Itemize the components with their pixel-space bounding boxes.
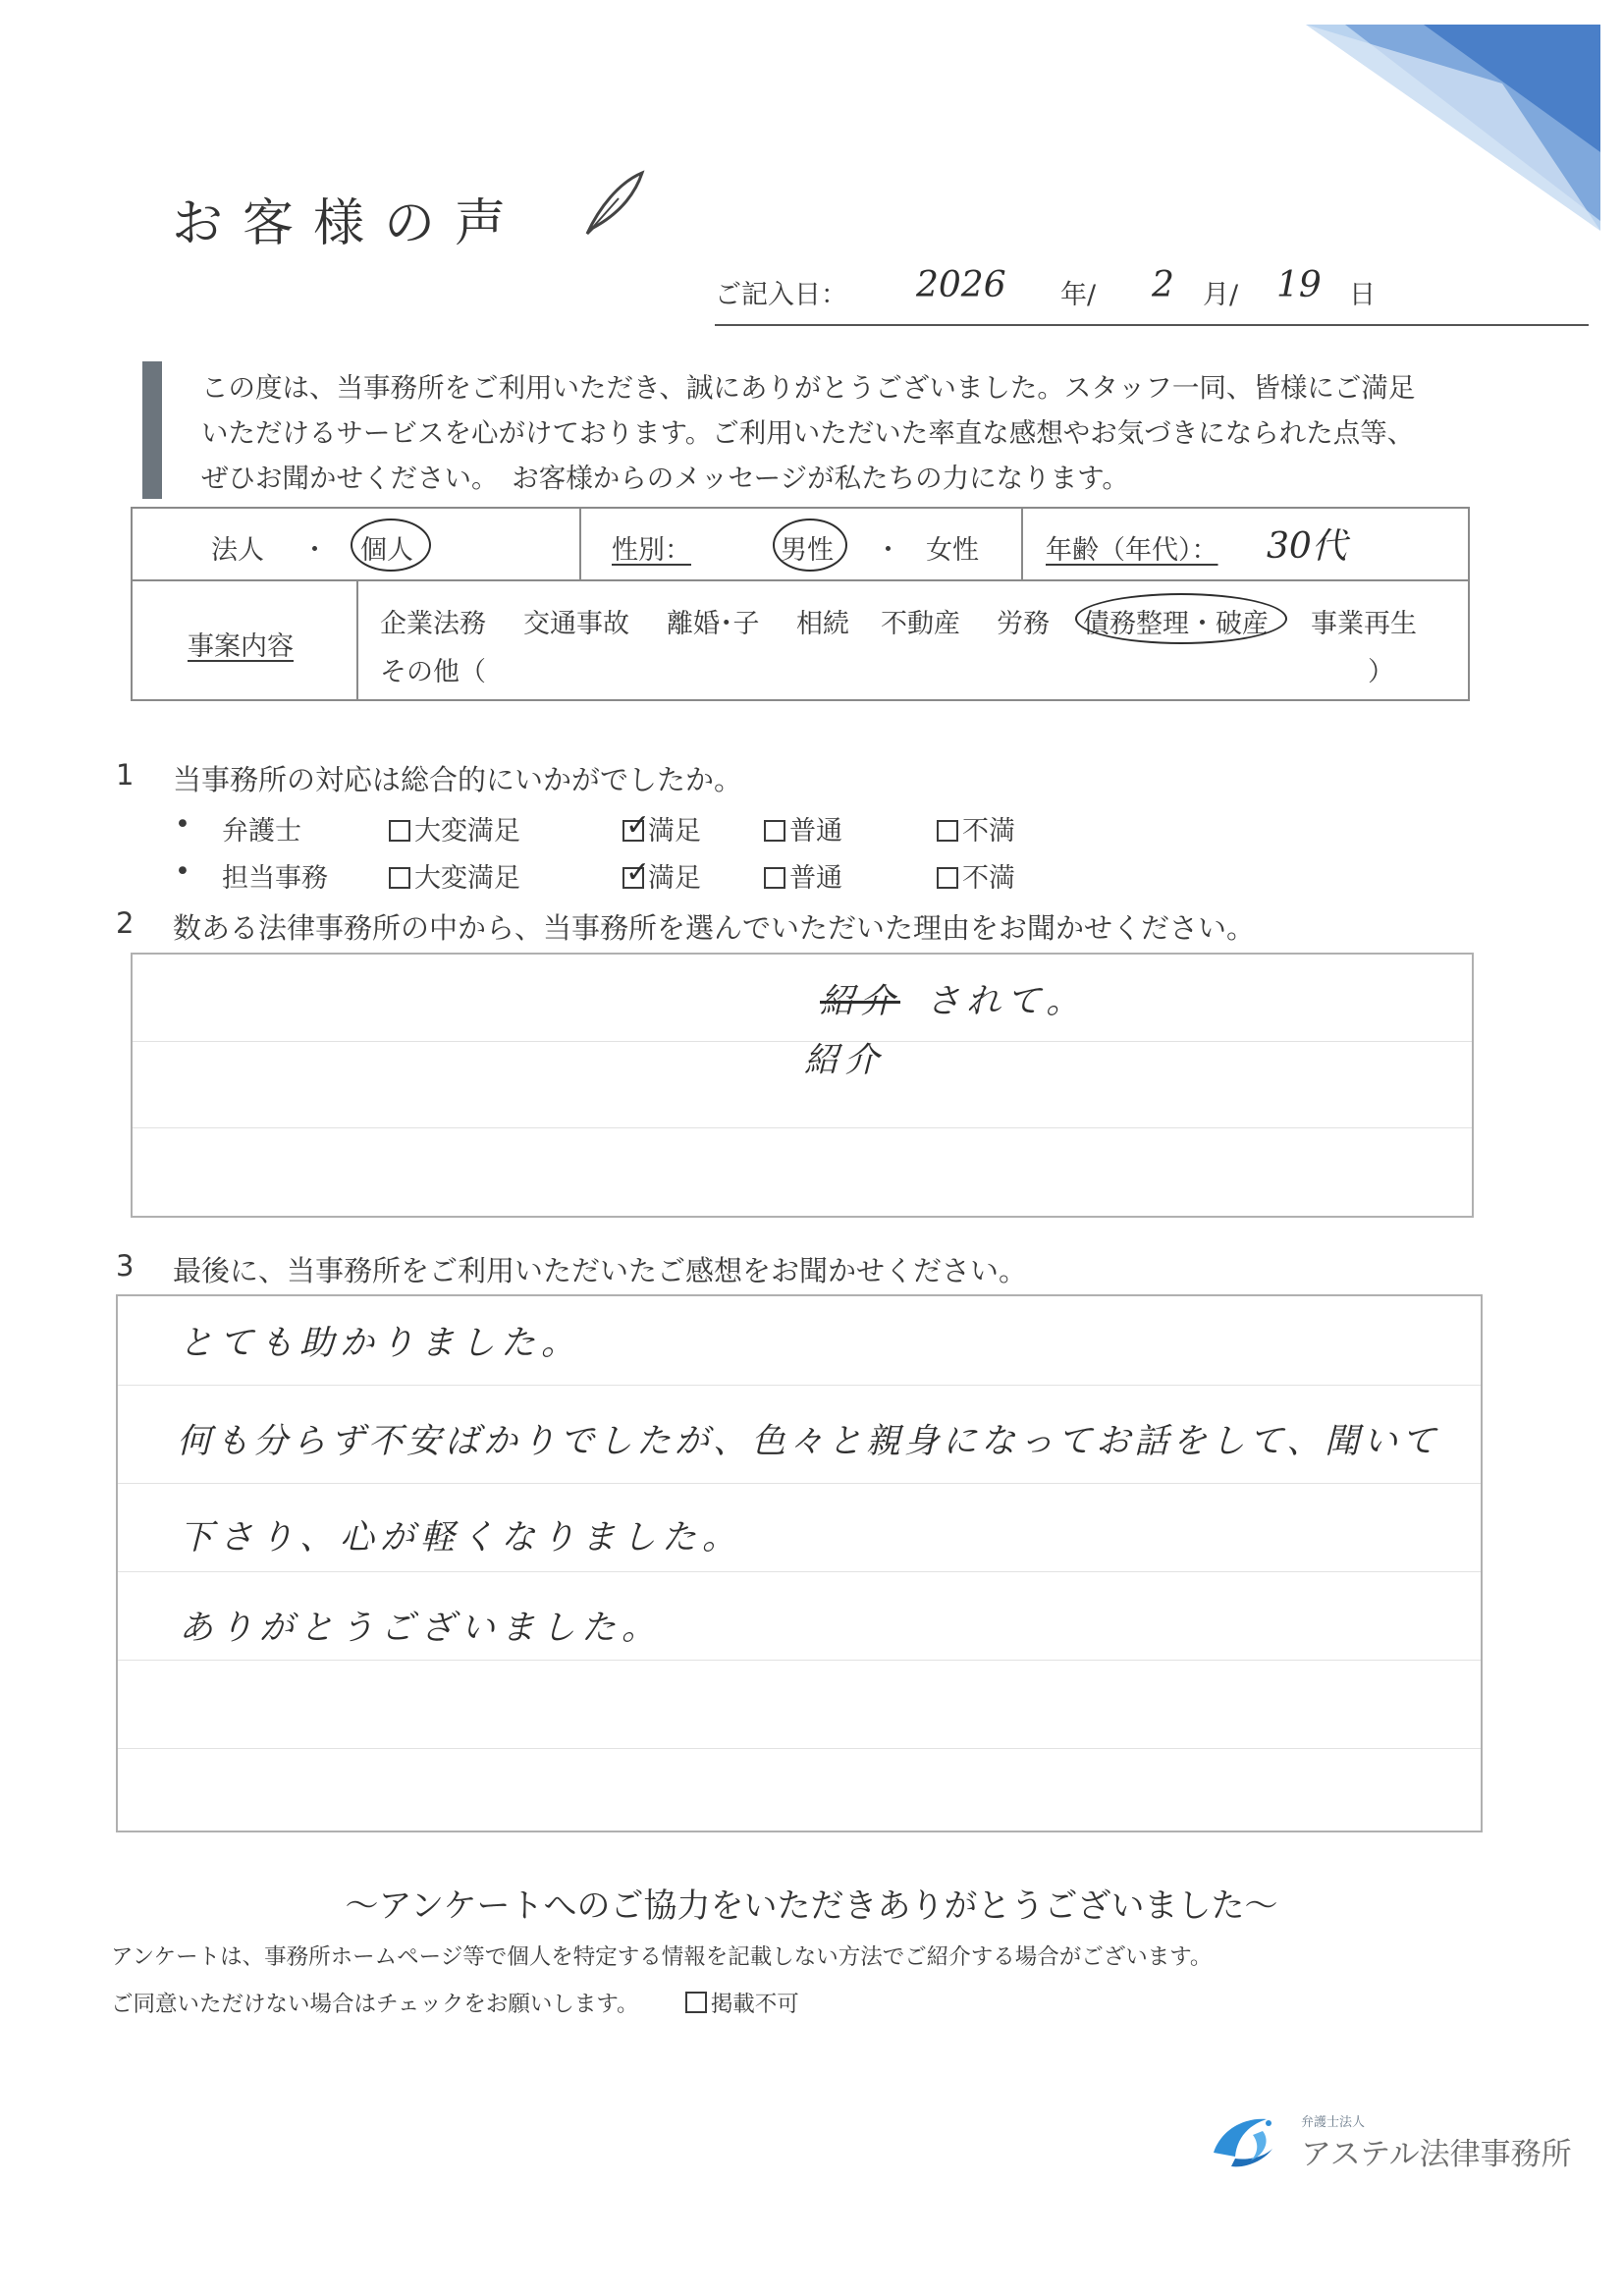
- q1-lawyer-average[interactable]: 普通: [764, 809, 842, 847]
- no-publish-option[interactable]: [685, 1992, 799, 2017]
- q2-struck-word: 紹介: [820, 982, 901, 1021]
- thanks-message: ～アンケートへのご協力をいただきありがとうございました～: [345, 1886, 1278, 1926]
- date-label: ご記入日：: [715, 280, 847, 310]
- consent-note: [111, 1987, 799, 2018]
- case-corporate[interactable]: 企業法務: [380, 609, 486, 639]
- date-month-unit: 月/: [1203, 280, 1239, 310]
- q1-staff-average[interactable]: 普通: [764, 856, 842, 895]
- gender-label: 性別：: [612, 535, 691, 566]
- intro-line: この度は、当事務所をご利用いただき、誠にありがとうございました。スタッフ一同、皆様にご満足: [201, 372, 1416, 404]
- q2-answer-text: されて。: [926, 982, 1087, 1021]
- date-year: 2026: [916, 265, 1006, 305]
- bullet: •: [175, 809, 190, 840]
- publication-note: アンケートは、事務所ホームページ等で個人を特定する情報を記載しない方法でご紹介する場合がございます。: [111, 1944, 1213, 1970]
- checkbox[interactable]: [764, 820, 785, 842]
- q3-answer-box[interactable]: [116, 1294, 1483, 1832]
- case-other-label: その他（: [380, 657, 486, 687]
- individual-circle-mark: [351, 519, 431, 572]
- q1-row-staff-label: 担当事務: [222, 863, 328, 894]
- corp-option[interactable]: 法人: [211, 535, 264, 566]
- q3-number: 3: [116, 1249, 135, 1283]
- q1-number: 1: [116, 758, 135, 792]
- age-value: 30代: [1267, 526, 1347, 567]
- intro-text: [201, 365, 1537, 501]
- feather-icon: [579, 169, 648, 238]
- q2-text: 数ある法律事務所の中から、当事務所を選んでいただいた理由をお聞かせください。: [173, 911, 1256, 945]
- case-label: 事案内容: [188, 631, 294, 662]
- case-circle-mark: [1075, 593, 1287, 644]
- checkbox[interactable]: [685, 1992, 707, 2013]
- q1-text: 当事務所の対応は総合的にいかがでしたか。: [173, 763, 743, 796]
- corner-decoration: [1306, 25, 1600, 231]
- consent-note-text: ご同意いただけない場合はチェックをお願いします。: [111, 1992, 639, 2017]
- checkbox[interactable]: [389, 867, 410, 889]
- individual-option[interactable]: 個人: [360, 535, 413, 566]
- case-inheritance[interactable]: 相続: [796, 609, 849, 639]
- separator-dot: ・: [875, 535, 901, 566]
- q2-answer-box[interactable]: [131, 953, 1474, 1218]
- separator-dot: ・: [301, 535, 328, 566]
- intro-line: いただけるサービスを心がけております。ご利用いただいた率直な感想やお気づきになられた点等、: [201, 417, 1415, 449]
- male-circle-mark: [773, 519, 847, 572]
- date-day-unit: 日: [1349, 280, 1376, 310]
- page-title: お客様の声: [172, 194, 526, 253]
- case-real-estate[interactable]: 不動産: [881, 609, 960, 639]
- case-debt-bankruptcy[interactable]: 債務整理・破産: [1083, 609, 1269, 639]
- age-label: 年齢（年代）：: [1046, 535, 1218, 566]
- q1-staff-very-satisfied[interactable]: 大変満足: [389, 856, 520, 895]
- date-month: 2: [1152, 265, 1174, 305]
- male-option[interactable]: 男性: [781, 535, 834, 566]
- q2-number: 2: [116, 906, 135, 940]
- q3-answer-line: 下さり、心が軽くなりました。: [179, 1518, 743, 1558]
- checkbox-checked[interactable]: [622, 820, 644, 842]
- checkbox-checked[interactable]: [622, 867, 644, 889]
- case-labor[interactable]: 労務: [997, 609, 1050, 639]
- firm-logo-icon: [1210, 2109, 1294, 2172]
- logo-name: アステル法律事務所: [1301, 2137, 1572, 2172]
- logo-subtitle: 弁護士法人: [1301, 2115, 1366, 2130]
- q3-answer-line: 何も分らず不安ばかりでしたが、色々と親身になってお話をして、聞いて: [177, 1422, 1440, 1461]
- q1-lawyer-dissatisfied[interactable]: 不満: [937, 809, 1015, 847]
- q2-answer-correction: 紹介: [804, 1041, 886, 1080]
- q3-text: 最後に、当事務所をご利用いただいたご感想をお聞かせください。: [173, 1254, 1028, 1287]
- checkbox[interactable]: [389, 820, 410, 842]
- checkbox[interactable]: [764, 867, 785, 889]
- case-rehabilitation[interactable]: 事業再生: [1311, 609, 1417, 639]
- no-publish-label: 掲載不可: [710, 1992, 799, 2017]
- q1-lawyer-satisfied[interactable]: ✓ 満足: [622, 809, 701, 847]
- q3-answer-line: とても助かりました。: [179, 1324, 582, 1363]
- intro-line: ぜひお聞かせください。 お客様からのメッセージが私たちの力になります。: [201, 463, 1129, 494]
- bullet: •: [175, 856, 190, 887]
- date-year-unit: 年/: [1060, 280, 1097, 310]
- info-table: [131, 507, 1470, 701]
- checkbox[interactable]: [937, 820, 958, 842]
- intro-accent-bar: [142, 361, 162, 499]
- q3-answer-line: ありがとうございました。: [179, 1609, 663, 1648]
- case-traffic[interactable]: 交通事故: [523, 609, 629, 639]
- date-row: [715, 265, 1589, 326]
- checkbox[interactable]: [937, 867, 958, 889]
- case-other-close: ）: [1368, 657, 1394, 687]
- q1-row-lawyer-label: 弁護士: [222, 816, 301, 847]
- case-divorce[interactable]: 離婚･子: [667, 609, 760, 639]
- q1-staff-dissatisfied[interactable]: 不満: [937, 856, 1015, 895]
- date-day: 19: [1276, 265, 1322, 305]
- q1-lawyer-very-satisfied[interactable]: 大変満足: [389, 809, 520, 847]
- female-option[interactable]: 女性: [926, 535, 979, 566]
- q1-staff-satisfied[interactable]: ✓ 満足: [622, 856, 701, 895]
